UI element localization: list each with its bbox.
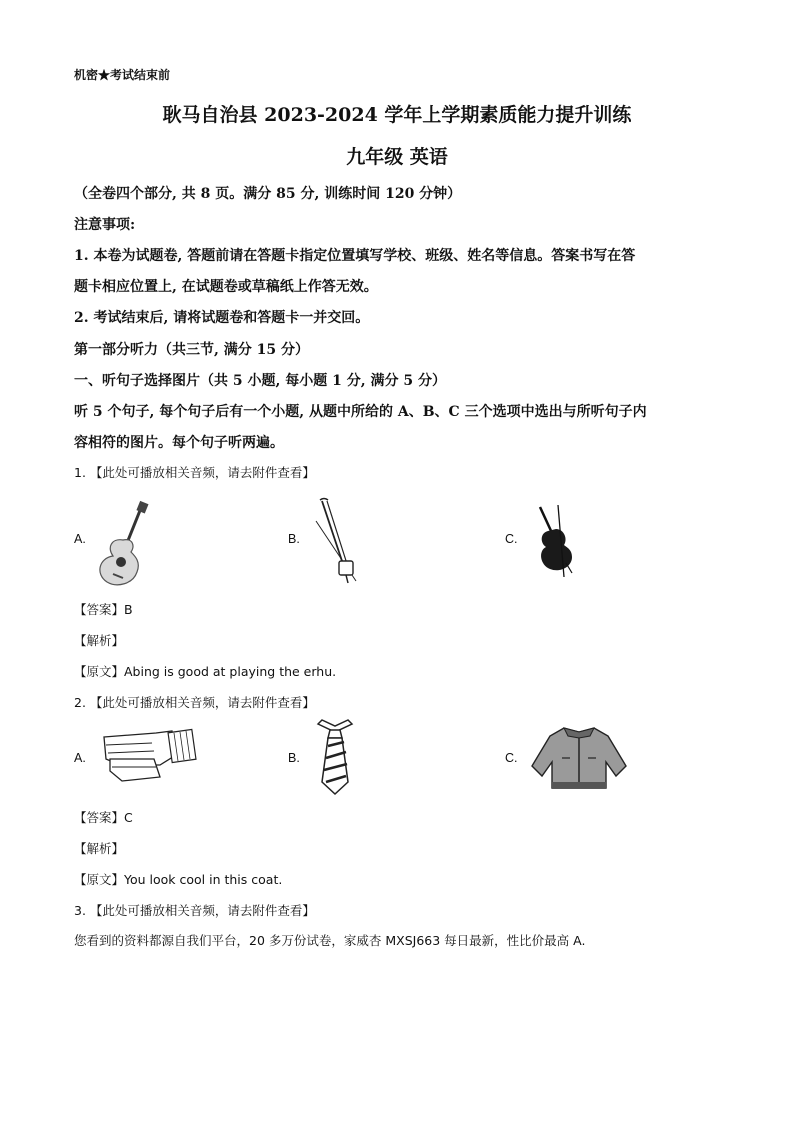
gloves-icon[interactable] (100, 725, 198, 785)
question-3-prompt[interactable]: 3. 【此处可播放相关音频，请去附件查看】 (74, 903, 315, 918)
erhu-icon[interactable] (310, 497, 362, 585)
page-subtitle: 九年级 英语 (346, 146, 448, 168)
section1-heading: 一、听句子选择图片（共 5 小题, 每小题 1 分, 满分 5 分） (74, 373, 446, 389)
question-1-option-b-label[interactable]: B. (288, 532, 300, 546)
question-2-option-b-label[interactable]: B. (288, 751, 300, 765)
question-1-option-a-label[interactable]: A. (74, 532, 86, 546)
question-1-transcript: 【原文】Abing is good at playing the erhu. (74, 664, 337, 679)
note-item-1-line-1: 1. 本卷为试题卷, 答题前请在答题卡指定位置填写学校、班级、姓名等信息。答案书写在答 (74, 248, 636, 264)
question-2-transcript: 【原文】You look cool in this coat. (74, 872, 283, 887)
coat-icon[interactable] (528, 722, 630, 792)
question-2-option-a-label[interactable]: A. (74, 751, 86, 765)
question-1-option-c-label[interactable]: C. (505, 532, 518, 546)
exam-info: （全卷四个部分, 共 8 页。满分 85 分, 训练时间 120 分钟） (74, 186, 462, 202)
part1-heading: 第一部分听力（共三节, 满分 15 分） (74, 342, 309, 358)
page-title: 耿马自治县 2023-2024 学年上学期素质能力提升训练 (162, 104, 632, 126)
question-1-analysis: 【解析】 (74, 633, 125, 648)
question-2-analysis: 【解析】 (74, 841, 125, 856)
footer-note: 您看到的资料都源自我们平台，20 多万份试卷，家威杏 MXSJ663 每日最新，性比价最高 A. (74, 933, 586, 948)
instructions-line-2: 容相符的图片。每个句子听两遍。 (74, 435, 284, 451)
note-item-1-line-2: 题卡相应位置上, 在试题卷或草稿纸上作答无效。 (74, 279, 378, 295)
question-2-option-c-label[interactable]: C. (505, 751, 518, 765)
question-2-prompt[interactable]: 2. 【此处可播放相关音频，请去附件查看】 (74, 695, 315, 710)
notes-heading: 注意事项: (74, 217, 136, 233)
tie-icon[interactable] (312, 718, 358, 796)
note-item-2: 2. 考试结束后, 请将试题卷和答题卡一并交回。 (74, 310, 370, 326)
guitar-icon[interactable] (93, 500, 159, 586)
question-2-answer: 【答案】C (74, 810, 133, 825)
instructions-line-1: 听 5 个句子, 每个句子后有一个小题, 从题中所给的 A、B、C 三个选项中选出与所听句子内 (74, 404, 647, 420)
secret-mark: 机密★考试结束前 (74, 68, 171, 82)
question-1-prompt[interactable]: 1. 【此处可播放相关音频，请去附件查看】 (74, 465, 315, 480)
question-1-answer: 【答案】B (74, 602, 133, 617)
violin-icon[interactable] (528, 503, 586, 583)
